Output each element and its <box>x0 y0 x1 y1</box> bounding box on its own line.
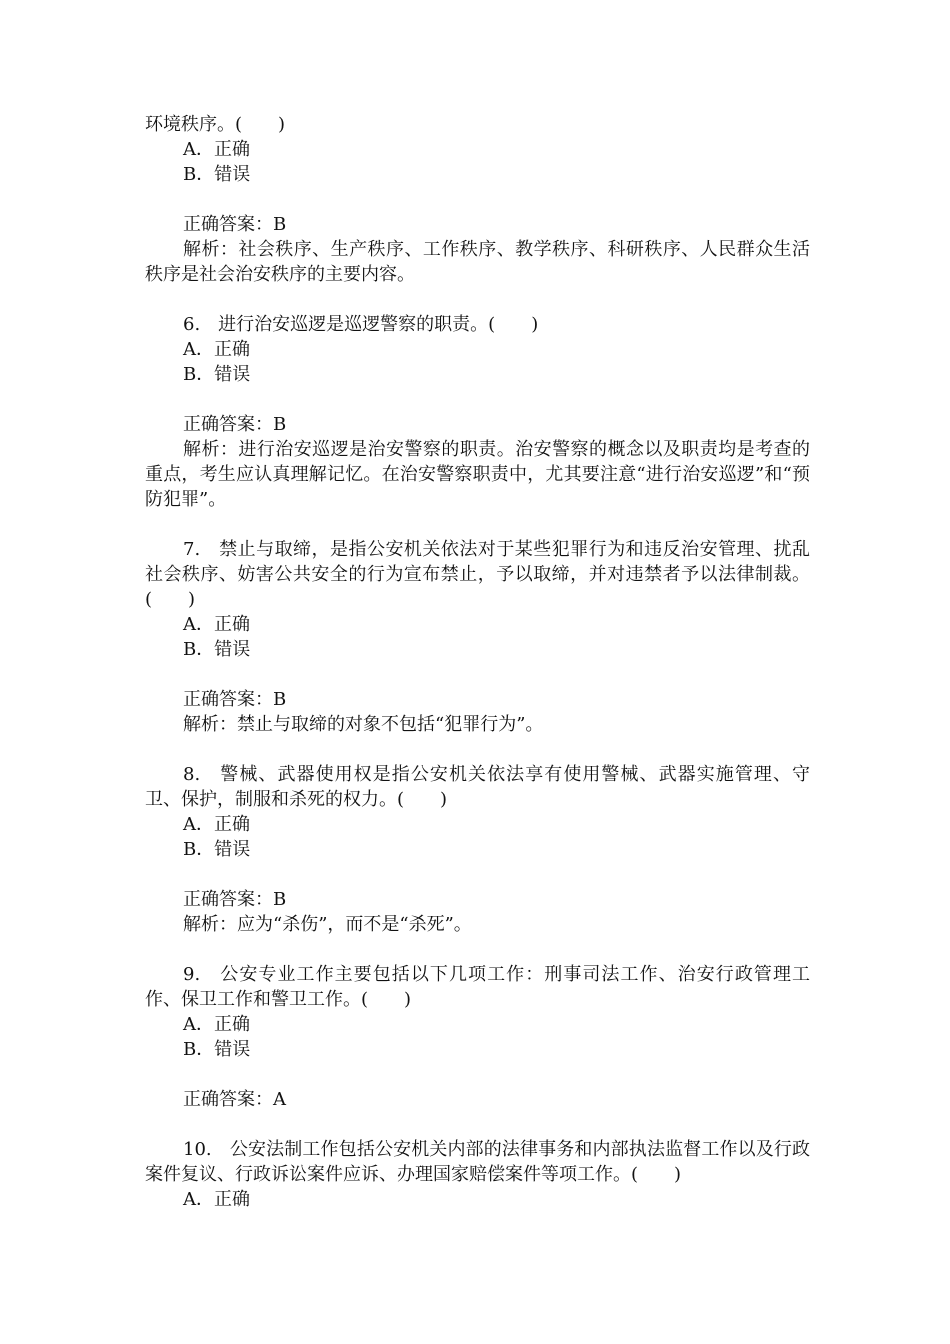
spacer <box>145 287 810 312</box>
correct-answer: 正确答案：A <box>183 1089 286 1110</box>
option-a: A．正确 <box>183 339 250 360</box>
option-a: A．正确 <box>183 1014 250 1035</box>
analysis: 解析：应为“杀伤”，而不是“杀死”。 <box>183 914 472 935</box>
spacer <box>145 1112 810 1137</box>
correct-answer: 正确答案：B <box>183 414 287 435</box>
option-b: B．错误 <box>183 1039 251 1060</box>
correct-answer: 正确答案：B <box>183 214 287 235</box>
option-a: A．正确 <box>183 139 250 160</box>
question-10-stem: 10. 公安法制工作包括公安机关内部的法律事务和内部执法监督工作以及行政案件复议、行政诉讼案件应诉、办理国家赔偿案件等项工作。( ) <box>145 1139 810 1185</box>
spacer <box>145 937 810 962</box>
question-7-stem: 7. 禁止与取缔，是指公安机关依法对于某些犯罪行为和违反治安管理、扰乱社会秩序、妨害公共安全的行为宣布禁止，予以取缔，并对违禁者予以法律制裁。( ) <box>145 539 810 610</box>
spacer <box>145 512 810 537</box>
option-b: B．错误 <box>183 639 251 660</box>
spacer <box>145 187 810 212</box>
spacer <box>145 862 810 887</box>
document-page <box>145 112 810 1212</box>
spacer <box>145 1062 810 1087</box>
option-b: B．错误 <box>183 364 251 385</box>
option-a: A．正确 <box>183 814 250 835</box>
option-a: A．正确 <box>183 1189 250 1210</box>
correct-answer: 正确答案：B <box>183 689 287 710</box>
spacer <box>145 662 810 687</box>
correct-answer: 正确答案：B <box>183 889 287 910</box>
option-b: B．错误 <box>183 839 251 860</box>
question-9-stem: 9. 公安专业工作主要包括以下几项工作：刑事司法工作、治安行政管理工作、保卫工作和警卫工作。( ) <box>145 964 810 1010</box>
spacer <box>145 737 810 762</box>
question-6-stem: 6. 进行治安巡逻是巡逻警察的职责。( ) <box>183 314 539 335</box>
analysis: 解析：禁止与取缔的对象不包括“犯罪行为”。 <box>183 714 544 735</box>
analysis: 解析：进行治安巡逻是治安警察的职责。治安警察的概念以及职责均是考查的重点，考生应认真理解记忆。在治安警察职责中，尤其要注意“进行治安巡逻”和“预防犯罪”。 <box>145 439 810 510</box>
question-8-stem: 8. 警械、武器使用权是指公安机关依法享有使用警械、武器实施管理、守卫、保护，制服和杀死的权力。( ) <box>145 764 810 810</box>
analysis: 解析：社会秩序、生产秩序、工作秩序、教学秩序、科研秩序、人民群众生活秩序是社会治安秩序的主要内容。 <box>145 239 810 285</box>
option-a: A．正确 <box>183 614 250 635</box>
option-b: B．错误 <box>183 164 251 185</box>
question-stem-continued: 环境秩序。( ) <box>145 114 286 135</box>
spacer <box>145 387 810 412</box>
